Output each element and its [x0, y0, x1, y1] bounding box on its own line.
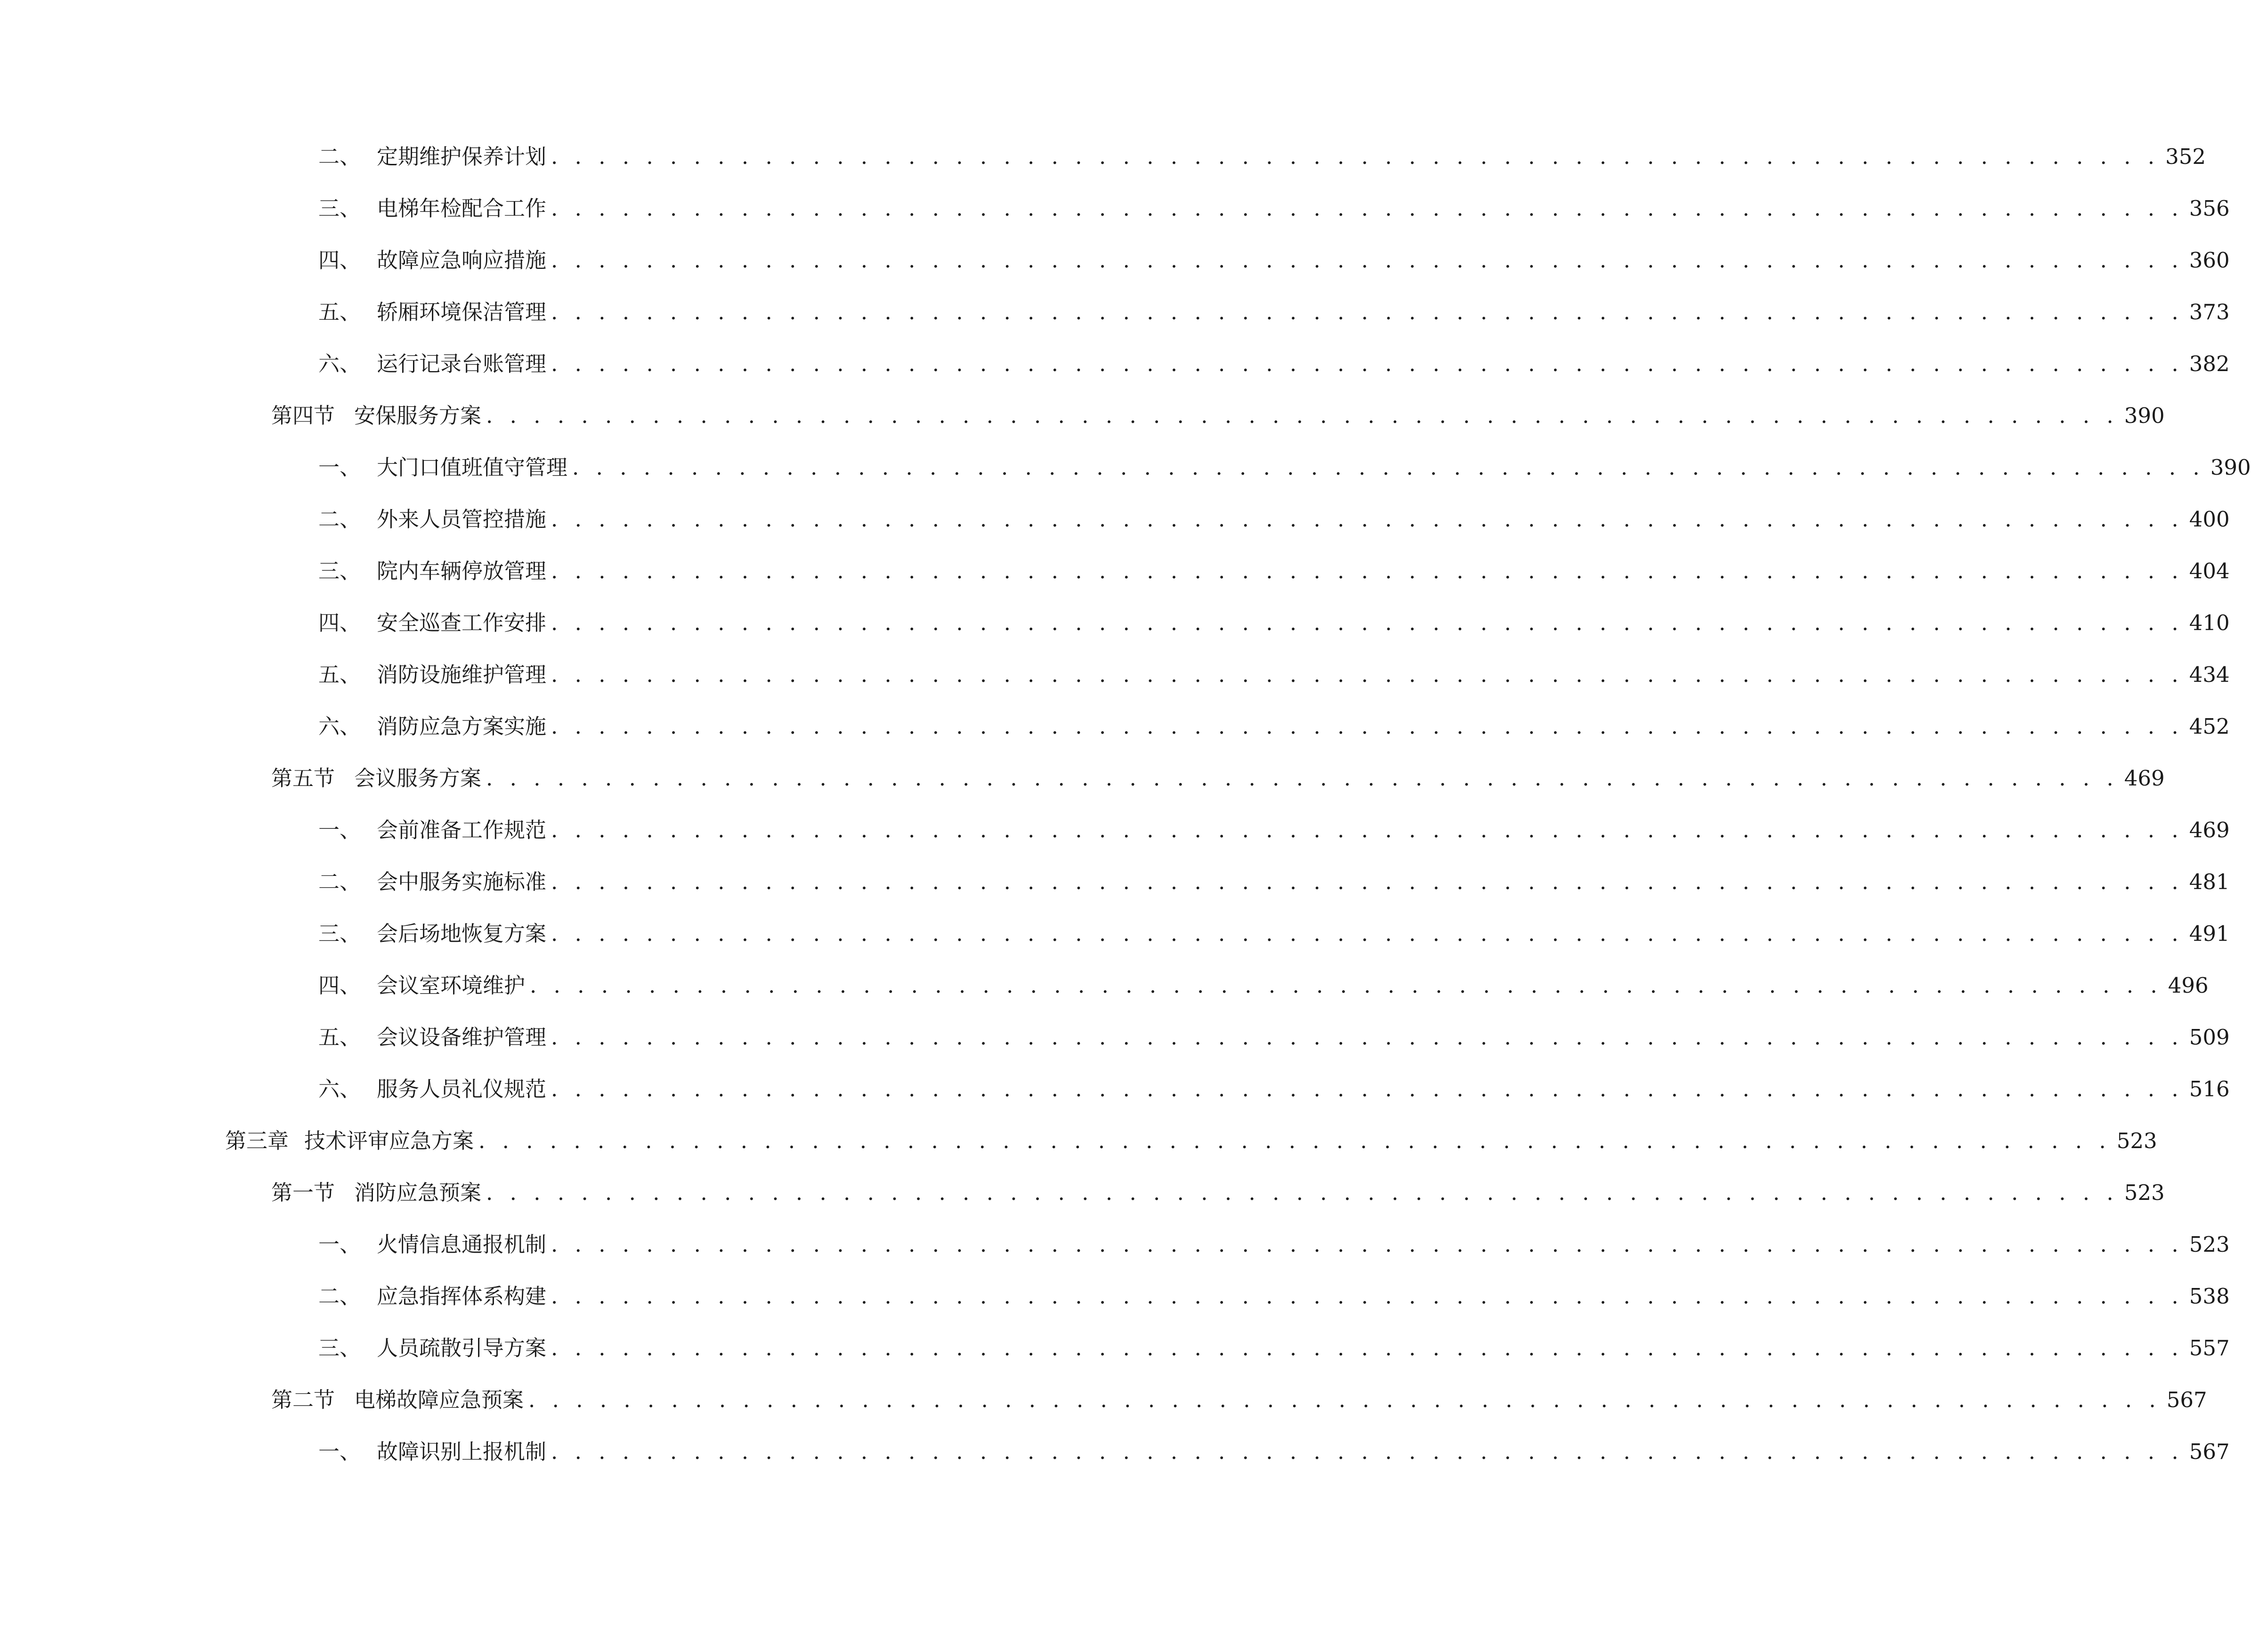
toc-entry-number: 第三章 [225, 1128, 289, 1153]
toc-entry-number: 二、 [318, 144, 361, 169]
toc-entry-title: 服务人员礼仪规范 [377, 1077, 547, 1101]
toc-entry-title: 故障识别上报机制 [377, 1439, 547, 1464]
toc-entry-title: 消防设施维护管理 [377, 662, 547, 687]
toc-entry-page: 496 [2168, 973, 2209, 998]
toc-entry-number: 五、 [318, 662, 361, 687]
toc-entry[interactable] [271, 1173, 2165, 1213]
toc-entry-page: 491 [2189, 921, 2230, 946]
toc-entry[interactable] [318, 707, 2230, 746]
toc-entry-title: 故障应急响应措施 [377, 248, 547, 273]
dot-leader: . . . . . . . . . . . . . . . . . . . . . . . . . . . . . . . . . . . . . . . . . . . . . . . . . . . . . . . . . . . . . . . . . . . . . [486, 403, 2119, 428]
toc-entry-number: 三、 [318, 1336, 361, 1360]
dot-leader: . . . . . . . . . . . . . . . . . . . . . . . . . . . . . . . . . . . . . . . . . . . . . . . . . . . . . . . . . . . . . . . . . . . . . [551, 248, 2184, 273]
toc-entry-number: 六、 [318, 1077, 361, 1101]
dot-leader: . . . . . . . . . . . . . . . . . . . . . . . . . . . . . . . . . . . . . . . . . . . . . . . . . . . . . . . . . . . . . . . . . . . . . [551, 818, 2184, 842]
dot-leader: . . . . . . . . . . . . . . . . . . . . . . . . . . . . . . . . . . . . . . . . . . . . . . . . . . . . . . . . . . . . . . . . . . . . . [551, 921, 2184, 946]
toc-entry-number: 第二节 [271, 1387, 335, 1412]
toc-entry-page: 382 [2189, 351, 2230, 376]
toc-entry-page: 434 [2189, 662, 2230, 687]
toc-entry-page: 567 [2189, 1439, 2230, 1464]
toc-entry-number: 一、 [318, 1439, 361, 1464]
toc-entry-number: 一、 [318, 1232, 361, 1257]
toc-entry[interactable] [318, 1328, 2230, 1368]
toc-entry-title: 会前准备工作规范 [377, 818, 547, 842]
toc-entry-page: 410 [2189, 610, 2230, 635]
toc-entry[interactable] [271, 396, 2165, 436]
toc-entry-page: 523 [2124, 1180, 2165, 1205]
dot-leader: . . . . . . . . . . . . . . . . . . . . . . . . . . . . . . . . . . . . . . . . . . . . . . . . . . . . . . . . . . . . . . . . . . . . . [551, 1232, 2184, 1257]
toc-entry[interactable] [318, 914, 2230, 954]
dot-leader: . . . . . . . . . . . . . . . . . . . . . . . . . . . . . . . . . . . . . . . . . . . . . . . . . . . . . . . . . . . . . . . . . . . . . [551, 610, 2184, 635]
toc-entry[interactable] [318, 966, 2209, 1005]
toc-entry-number: 三、 [318, 559, 361, 583]
dot-leader: . . . . . . . . . . . . . . . . . . . . . . . . . . . . . . . . . . . . . . . . . . . . . . . . . . . . . . . . . . . . . . . . . . . . . [486, 766, 2119, 791]
toc-entry-page: 469 [2124, 766, 2165, 791]
toc-entry-number: 六、 [318, 714, 361, 739]
toc-entry-page: 400 [2189, 507, 2230, 532]
dot-leader: . . . . . . . . . . . . . . . . . . . . . . . . . . . . . . . . . . . . . . . . . . . . . . . . . . . . . . . . . . . . . . . . . . . . . [551, 714, 2184, 739]
toc-entry-page: 373 [2189, 300, 2230, 324]
toc-entry-page: 567 [2166, 1387, 2207, 1412]
toc-entry-page: 557 [2189, 1336, 2230, 1360]
toc-entry-page: 509 [2189, 1025, 2230, 1050]
dot-leader: . . . . . . . . . . . . . . . . . . . . . . . . . . . . . . . . . . . . . . . . . . . . . . . . . . . . . . . . . . . . . . . . . . . . . [551, 559, 2184, 583]
toc-entry-number: 四、 [318, 610, 361, 635]
toc-entry[interactable] [225, 1121, 2157, 1161]
dot-leader: . . . . . . . . . . . . . . . . . . . . . . . . . . . . . . . . . . . . . . . . . . . . . . . . . . . . . . . . . . . . . . . . . . . . . [551, 1025, 2184, 1050]
toc-entry-page: 352 [2165, 144, 2206, 169]
dot-leader: . . . . . . . . . . . . . . . . . . . . . . . . . . . . . . . . . . . . . . . . . . . . . . . . . . . . . . . . . . . . . . . . . . . . . [551, 1336, 2184, 1360]
toc-entry-number: 二、 [318, 1284, 361, 1309]
toc-entry[interactable] [318, 1432, 2230, 1472]
toc-entry-page: 356 [2189, 196, 2230, 221]
toc-entry-title: 轿厢环境保洁管理 [377, 300, 547, 324]
toc-entry-page: 360 [2189, 248, 2230, 273]
toc-entry-title: 会中服务实施标准 [377, 869, 547, 894]
toc-entry-title: 外来人员管控措施 [377, 507, 547, 532]
toc-entry-number: 一、 [318, 818, 361, 842]
toc-entry-page: 523 [2116, 1128, 2157, 1153]
toc-entry-title: 技术评审应急方案 [304, 1128, 474, 1153]
toc-entry-title: 会议设备维护管理 [377, 1025, 547, 1050]
dot-leader: . . . . . . . . . . . . . . . . . . . . . . . . . . . . . . . . . . . . . . . . . . . . . . . . . . . . . . . . . . . . . . . . . . . . . [530, 973, 2162, 998]
toc-entry-number: 四、 [318, 248, 361, 273]
toc-entry-title: 大门口值班值守管理 [377, 455, 568, 480]
toc-entry-title: 会议室环境维护 [377, 973, 526, 998]
toc-entry[interactable] [318, 189, 2230, 228]
toc-entry-title: 应急指挥体系构建 [377, 1284, 547, 1309]
toc-entry-number: 二、 [318, 507, 361, 532]
toc-entry-number: 三、 [318, 921, 361, 946]
toc-entry-number: 五、 [318, 1025, 361, 1050]
dot-leader: . . . . . . . . . . . . . . . . . . . . . . . . . . . . . . . . . . . . . . . . . . . . . . . . . . . . . . . . . . . . . . . . . . . . . [486, 1180, 2119, 1205]
dot-leader: . . . . . . . . . . . . . . . . . . . . . . . . . . . . . . . . . . . . . . . . . . . . . . . . . . . . . . . . . . . . . . . . . . . . . [478, 1128, 2111, 1153]
dot-leader: . . . . . . . . . . . . . . . . . . . . . . . . . . . . . . . . . . . . . . . . . . . . . . . . . . . . . . . . . . . . . . . . . . . . . [551, 1077, 2184, 1101]
toc-entry-page: 390 [2124, 403, 2165, 428]
dot-leader: . . . . . . . . . . . . . . . . . . . . . . . . . . . . . . . . . . . . . . . . . . . . . . . . . . . . . . . . . . . . . . . . . . . . . [551, 196, 2184, 221]
toc-entry-title: 会议服务方案 [354, 766, 482, 791]
toc-entry-title: 火情信息通报机制 [377, 1232, 547, 1257]
dot-leader: . . . . . . . . . . . . . . . . . . . . . . . . . . . . . . . . . . . . . . . . . . . . . . . . . . . . . . . . . . . . . . . . . . . . . [551, 662, 2184, 687]
toc-entry[interactable] [318, 344, 2230, 384]
dot-leader: . . . . . . . . . . . . . . . . . . . . . . . . . . . . . . . . . . . . . . . . . . . . . . . . . . . . . . . . . . . . . . . . . . . . . [528, 1387, 2161, 1412]
toc-entry-number: 四、 [318, 973, 361, 998]
toc-entry[interactable] [318, 603, 2230, 643]
toc-entry-title: 会后场地恢复方案 [377, 921, 547, 946]
toc-entry[interactable] [318, 1225, 2230, 1264]
toc-entry-number: 二、 [318, 869, 361, 894]
toc-entry-title: 消防应急方案实施 [377, 714, 547, 739]
toc-entry-title: 院内车辆停放管理 [377, 559, 547, 583]
toc-entry-number: 第四节 [271, 403, 335, 428]
toc-entry[interactable] [318, 137, 2206, 177]
toc-entry-title: 人员疏散引导方案 [377, 1336, 547, 1360]
toc-entry[interactable] [318, 448, 2251, 487]
toc-entry-number: 五、 [318, 300, 361, 324]
toc-entry-title: 定期维护保养计划 [377, 144, 547, 169]
toc-entry-title: 安全巡查工作安排 [377, 610, 547, 635]
toc-entry-number: 三、 [318, 196, 361, 221]
toc-entry[interactable] [318, 1277, 2230, 1316]
toc-entry[interactable] [318, 1018, 2230, 1057]
toc-entry-page: 390 [2210, 455, 2251, 480]
toc-entry[interactable] [271, 759, 2165, 798]
toc-entry-page: 538 [2189, 1284, 2230, 1309]
toc-entry-page: 523 [2189, 1232, 2230, 1257]
toc-entry-title: 电梯故障应急预案 [354, 1387, 524, 1412]
toc-entry-page: 452 [2189, 714, 2230, 739]
toc-entry[interactable] [318, 551, 2230, 591]
toc-entry-page: 404 [2189, 559, 2230, 583]
dot-leader: . . . . . . . . . . . . . . . . . . . . . . . . . . . . . . . . . . . . . . . . . . . . . . . . . . . . . . . . . . . . . . . . . . . . . [551, 351, 2184, 376]
dot-leader: . . . . . . . . . . . . . . . . . . . . . . . . . . . . . . . . . . . . . . . . . . . . . . . . . . . . . . . . . . . . . . . . . . . . . [551, 869, 2184, 894]
toc-entry-page: 469 [2189, 818, 2230, 842]
dot-leader: . . . . . . . . . . . . . . . . . . . . . . . . . . . . . . . . . . . . . . . . . . . . . . . . . . . . . . . . . . . . . . . . . . . . . [551, 300, 2184, 324]
toc-entry[interactable] [318, 292, 2230, 332]
toc-entry-number: 第五节 [271, 766, 335, 791]
toc-entry-title: 运行记录台账管理 [377, 351, 547, 376]
toc-entry-page: 481 [2189, 869, 2230, 894]
toc-entry-title: 安保服务方案 [354, 403, 482, 428]
toc-entry[interactable] [318, 862, 2230, 902]
toc-entry-title: 消防应急预案 [354, 1180, 482, 1205]
toc-entry-page: 516 [2189, 1077, 2230, 1101]
toc-entry-number: 第一节 [271, 1180, 335, 1205]
dot-leader: . . . . . . . . . . . . . . . . . . . . . . . . . . . . . . . . . . . . . . . . . . . . . . . . . . . . . . . . . . . . . . . . . . . . . [551, 1284, 2184, 1309]
toc-entry[interactable] [318, 655, 2230, 695]
dot-leader: . . . . . . . . . . . . . . . . . . . . . . . . . . . . . . . . . . . . . . . . . . . . . . . . . . . . . . . . . . . . . . . . . . . . . [551, 1439, 2184, 1464]
toc-entry-number: 一、 [318, 455, 361, 480]
toc-entry[interactable] [318, 241, 2230, 280]
dot-leader: . . . . . . . . . . . . . . . . . . . . . . . . . . . . . . . . . . . . . . . . . . . . . . . . . . . . . . . . . . . . . . . . . . . . . [551, 507, 2184, 532]
toc-entry-title: 电梯年检配合工作 [377, 196, 547, 221]
toc-entry[interactable] [318, 1069, 2230, 1109]
toc-entry[interactable] [318, 500, 2230, 539]
toc-entry-number: 六、 [318, 351, 361, 376]
toc-entry[interactable] [271, 1380, 2207, 1420]
toc-entry[interactable] [318, 810, 2230, 850]
dot-leader: . . . . . . . . . . . . . . . . . . . . . . . . . . . . . . . . . . . . . . . . . . . . . . . . . . . . . . . . . . . . . . . . . . . . [551, 144, 2160, 169]
dot-leader: . . . . . . . . . . . . . . . . . . . . . . . . . . . . . . . . . . . . . . . . . . . . . . . . . . . . . . . . . . . . . . . . . . . . . [572, 455, 2205, 480]
